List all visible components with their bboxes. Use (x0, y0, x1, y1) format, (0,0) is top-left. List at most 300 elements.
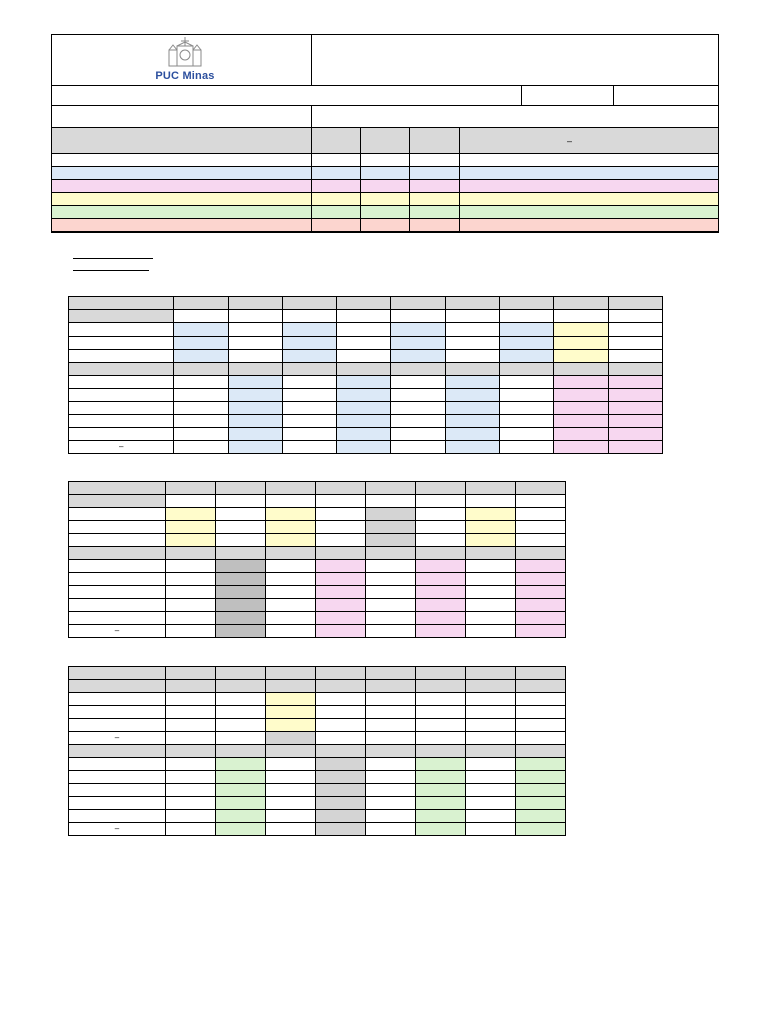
table-cell (337, 441, 391, 454)
table-row (69, 693, 566, 706)
table-cell (500, 337, 554, 350)
signature-line-2 (73, 270, 149, 271)
table-cell (228, 337, 282, 350)
table-cell (316, 784, 366, 797)
table-cell (216, 706, 266, 719)
table-cell (216, 693, 266, 706)
table-cell (166, 599, 216, 612)
table-cell (391, 337, 445, 350)
table-cell (166, 495, 216, 508)
table-cell (316, 586, 366, 599)
table-cell (366, 521, 416, 534)
table-cell (366, 625, 416, 638)
table-cell (466, 784, 516, 797)
table-cell (166, 534, 216, 547)
table-cell (69, 706, 166, 719)
table-cell (266, 706, 316, 719)
crest-icon (165, 36, 205, 70)
table-row (69, 625, 566, 638)
table-cell (316, 667, 366, 680)
table-cell (216, 732, 266, 745)
legend-row-blue (52, 167, 718, 180)
table-cell (466, 573, 516, 586)
table-cell (166, 823, 216, 836)
table-cell (166, 810, 216, 823)
table-cell (166, 693, 216, 706)
table-cell (608, 441, 662, 454)
table-cell (500, 363, 554, 376)
table-cell (466, 732, 516, 745)
table-cell (316, 599, 366, 612)
table-cell (69, 573, 166, 586)
table-cell (500, 376, 554, 389)
table-cell (337, 428, 391, 441)
table-cell (608, 337, 662, 350)
table-cell (216, 573, 266, 586)
table-cell (416, 719, 466, 732)
table-cell (228, 297, 282, 310)
table-cell (266, 667, 316, 680)
table-cell (366, 732, 416, 745)
table-cell (416, 612, 466, 625)
table-cell (282, 402, 336, 415)
table-cell (445, 389, 499, 402)
table-cell (69, 784, 166, 797)
table-cell (69, 376, 174, 389)
table-cell (316, 732, 366, 745)
table-cell (216, 586, 266, 599)
table-cell (69, 810, 166, 823)
table-cell (69, 428, 174, 441)
table-cell (69, 586, 166, 599)
table-cell (216, 482, 266, 495)
table-cell (282, 415, 336, 428)
table-cell (416, 732, 466, 745)
table-cell (516, 586, 566, 599)
table-cell (174, 297, 228, 310)
table-cell (266, 612, 316, 625)
table-cell (466, 693, 516, 706)
table-cell (174, 310, 228, 323)
table-cell (174, 441, 228, 454)
table-cell (500, 402, 554, 415)
dash-cell: – (69, 441, 174, 454)
table-cell (466, 771, 516, 784)
table-cell (316, 771, 366, 784)
table-cell (366, 547, 416, 560)
table-cell (608, 310, 662, 323)
table-cell (466, 508, 516, 521)
table-cell (516, 547, 566, 560)
table-row (69, 337, 663, 350)
table-cell (391, 297, 445, 310)
table-cell (516, 706, 566, 719)
table-cell (174, 389, 228, 402)
table-row (69, 612, 566, 625)
table-cell (516, 797, 566, 810)
table-cell (69, 599, 166, 612)
table-cell (316, 810, 366, 823)
table-cell (316, 495, 366, 508)
table-cell (337, 389, 391, 402)
table-cell (466, 758, 516, 771)
table-cell (316, 625, 366, 638)
table-row (69, 732, 566, 745)
table-cell (445, 310, 499, 323)
table-cell (166, 667, 216, 680)
table-cell (69, 402, 174, 415)
table-cell (466, 534, 516, 547)
table-cell (228, 415, 282, 428)
table-cell (266, 599, 316, 612)
table-cell (445, 428, 499, 441)
table-cell (282, 376, 336, 389)
table-cell (316, 482, 366, 495)
table-cell (337, 350, 391, 363)
table-cell (228, 428, 282, 441)
table-cell (228, 402, 282, 415)
table-cell (416, 625, 466, 638)
table-cell (337, 376, 391, 389)
table-cell (516, 508, 566, 521)
table-cell (69, 797, 166, 810)
table-cell (516, 719, 566, 732)
table-cell (69, 297, 174, 310)
table-cell (516, 625, 566, 638)
header-divider-h1 (51, 85, 719, 86)
table-cell (174, 428, 228, 441)
header-divider-v3 (613, 85, 614, 106)
table-cell (416, 771, 466, 784)
table-cell (554, 415, 608, 428)
table-cell (416, 586, 466, 599)
table-row (69, 586, 566, 599)
table-cell (337, 297, 391, 310)
logo-text: PUC Minas (155, 70, 215, 82)
dash-cell: – (69, 823, 166, 836)
table-row (69, 667, 566, 680)
table-cell (366, 599, 416, 612)
table-cell (416, 560, 466, 573)
table-row (69, 441, 663, 454)
table-cell (216, 758, 266, 771)
table-cell (500, 441, 554, 454)
table-cell (516, 521, 566, 534)
legend-col-4 (459, 127, 460, 233)
table-cell (266, 784, 316, 797)
table-cell (337, 310, 391, 323)
table-row (69, 706, 566, 719)
table-cell (282, 323, 336, 337)
table-cell (416, 508, 466, 521)
table-cell (166, 547, 216, 560)
table-cell (316, 706, 366, 719)
dash-cell: – (69, 732, 166, 745)
table-cell (166, 521, 216, 534)
table-cell (366, 586, 416, 599)
table-cell (608, 363, 662, 376)
table-cell (216, 810, 266, 823)
table-row (69, 428, 663, 441)
table-cell (608, 323, 662, 337)
table-cell (166, 745, 216, 758)
table-cell (174, 415, 228, 428)
table-cell (516, 495, 566, 508)
table-cell (216, 771, 266, 784)
table-cell (166, 719, 216, 732)
table-row (69, 810, 566, 823)
table-cell (516, 482, 566, 495)
table-cell (608, 389, 662, 402)
table-cell (466, 521, 516, 534)
table-cell (445, 376, 499, 389)
table-cell (366, 612, 416, 625)
legend-col-1 (311, 127, 312, 233)
table-cell (416, 573, 466, 586)
table-cell (416, 495, 466, 508)
legend-col-3 (409, 127, 410, 233)
table-cell (366, 667, 416, 680)
table-cell (266, 495, 316, 508)
table-cell (416, 534, 466, 547)
table-cell (466, 625, 516, 638)
table-row (69, 771, 566, 784)
table-cell (500, 310, 554, 323)
legend-row-green (52, 206, 718, 219)
table-cell (69, 363, 174, 376)
table-cell (366, 482, 416, 495)
table-cell (69, 560, 166, 573)
table-cell (391, 428, 445, 441)
table-cell (391, 441, 445, 454)
table-cell (166, 797, 216, 810)
table-cell (216, 521, 266, 534)
table-cell (69, 389, 174, 402)
table-cell (69, 310, 174, 323)
table-cell (228, 350, 282, 363)
legend-row-yellow (52, 193, 718, 206)
table-cell (554, 428, 608, 441)
table-cell (416, 693, 466, 706)
table-cell (174, 337, 228, 350)
table-cell (416, 547, 466, 560)
table-row (69, 823, 566, 836)
table-cell (166, 680, 216, 693)
table-cell (366, 719, 416, 732)
signature-line-1 (73, 258, 153, 259)
table-cell (266, 547, 316, 560)
table-cell (69, 612, 166, 625)
table-cell (228, 363, 282, 376)
table-cell (554, 363, 608, 376)
table-cell (174, 402, 228, 415)
table-cell (216, 547, 266, 560)
table-cell (366, 508, 416, 521)
table-cell (516, 667, 566, 680)
table-cell (516, 758, 566, 771)
legend-row-red (52, 219, 718, 232)
table-row (69, 797, 566, 810)
table-cell (466, 599, 516, 612)
table-cell (174, 323, 228, 337)
table-cell (466, 810, 516, 823)
table-cell (69, 680, 166, 693)
header-divider-h2 (51, 105, 719, 106)
table-cell (69, 667, 166, 680)
table-cell (266, 625, 316, 638)
table-cell (500, 428, 554, 441)
table-cell (416, 599, 466, 612)
table-cell (266, 823, 316, 836)
table-cell (416, 706, 466, 719)
table-cell (69, 350, 174, 363)
table-cell (391, 402, 445, 415)
table-cell (554, 376, 608, 389)
table-cell (282, 428, 336, 441)
table-cell (216, 560, 266, 573)
header-dash: – (567, 136, 573, 146)
table-cell (554, 310, 608, 323)
table-cell (516, 745, 566, 758)
table-cell (500, 415, 554, 428)
table-cell (445, 402, 499, 415)
table-cell (337, 323, 391, 337)
table-cell (216, 719, 266, 732)
table-cell (445, 441, 499, 454)
table-cell (554, 350, 608, 363)
table-cell (166, 612, 216, 625)
table-row (69, 297, 663, 310)
table-cell (500, 350, 554, 363)
table-cell (266, 732, 316, 745)
table-cell (266, 508, 316, 521)
table-cell (516, 680, 566, 693)
table-cell (316, 823, 366, 836)
table-cell (282, 389, 336, 402)
table-cell (316, 758, 366, 771)
table-cell (516, 732, 566, 745)
table-cell (516, 810, 566, 823)
table-cell (466, 823, 516, 836)
table-cell (316, 521, 366, 534)
schedule-table-2 (68, 481, 566, 638)
table-cell (166, 482, 216, 495)
table-cell (516, 823, 566, 836)
table-cell (500, 297, 554, 310)
table-cell (266, 745, 316, 758)
table-cell (337, 337, 391, 350)
table-cell (445, 337, 499, 350)
table-cell (608, 415, 662, 428)
table-cell (366, 534, 416, 547)
table-row (69, 495, 566, 508)
table-cell (266, 771, 316, 784)
table-cell (228, 376, 282, 389)
table-cell (282, 363, 336, 376)
table-cell (466, 560, 516, 573)
table-cell (166, 560, 216, 573)
table-cell (391, 389, 445, 402)
table-cell (216, 823, 266, 836)
table-cell (500, 323, 554, 337)
table-cell (166, 573, 216, 586)
table-cell (466, 745, 516, 758)
table-cell (466, 680, 516, 693)
table-cell (69, 719, 166, 732)
table-cell (228, 441, 282, 454)
table-cell (266, 758, 316, 771)
table-cell (69, 415, 174, 428)
table-cell (316, 719, 366, 732)
table-cell (69, 495, 166, 508)
table-cell (316, 560, 366, 573)
table-cell (608, 350, 662, 363)
table-cell (416, 745, 466, 758)
table-cell (366, 693, 416, 706)
table-cell (466, 547, 516, 560)
table-cell (466, 586, 516, 599)
table-cell (466, 706, 516, 719)
table-cell (416, 758, 466, 771)
table-cell (366, 823, 416, 836)
table-cell (391, 376, 445, 389)
table-cell (466, 719, 516, 732)
table-row (69, 363, 663, 376)
table-cell (69, 547, 166, 560)
table-cell (166, 771, 216, 784)
table-cell (416, 680, 466, 693)
table-cell (166, 732, 216, 745)
table-cell (366, 810, 416, 823)
table-row (69, 310, 663, 323)
table-cell (216, 625, 266, 638)
table-row (69, 350, 663, 363)
table-cell (316, 534, 366, 547)
table-cell (266, 573, 316, 586)
table-cell (166, 758, 216, 771)
table-cell (391, 323, 445, 337)
table-cell (282, 297, 336, 310)
table-cell (266, 810, 316, 823)
table-cell (366, 758, 416, 771)
table-cell (174, 376, 228, 389)
table-cell (366, 771, 416, 784)
table-row (69, 534, 566, 547)
table-row (69, 560, 566, 573)
table-cell (466, 667, 516, 680)
table-cell (466, 495, 516, 508)
table-cell (366, 706, 416, 719)
table-cell (166, 625, 216, 638)
table-cell (266, 719, 316, 732)
table-cell (416, 810, 466, 823)
table-row (69, 376, 663, 389)
table-row (69, 323, 663, 337)
table-cell (174, 350, 228, 363)
table-cell (216, 784, 266, 797)
table-row (69, 784, 566, 797)
table-cell (366, 573, 416, 586)
legend-col-2 (360, 127, 361, 233)
table-cell (516, 693, 566, 706)
table-cell (69, 337, 174, 350)
table-cell (216, 508, 266, 521)
table-cell (516, 534, 566, 547)
table-cell (266, 534, 316, 547)
schedule-table-3 (68, 666, 566, 836)
table-row (69, 389, 663, 402)
table-cell (216, 612, 266, 625)
